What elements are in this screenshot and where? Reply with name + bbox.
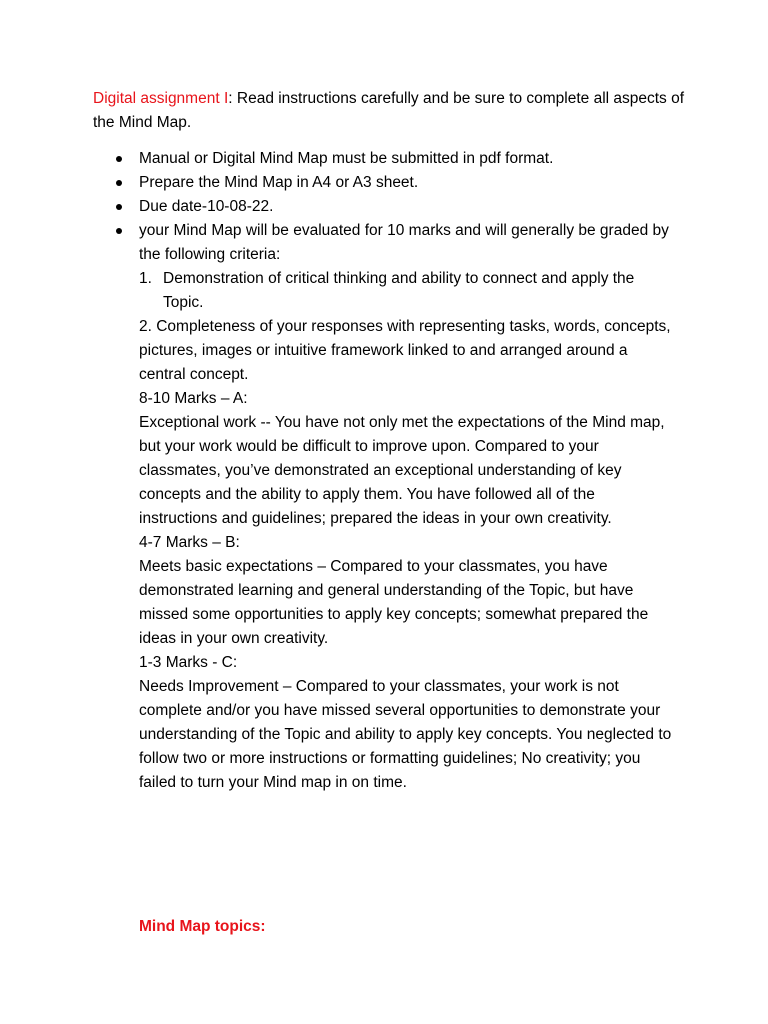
criteria-text: Demonstration of critical thinking and ability to connect and apply the Topic. [163,270,635,311]
list-item [116,195,676,219]
criteria-item-1 [116,267,676,315]
instructions-list [116,147,676,795]
criteria-item-2: 2. Completeness of your responses with representing tasks, words, concepts, pictures, images or intuitive framework linked to and arranged around a central concept. [139,318,671,383]
criteria-number: 1. [139,270,152,287]
grade-c-heading: 1-3 Marks - C: [139,654,238,671]
grade-c-description: Needs Improvement – Compared to your classmates, your work is not complete and/or you have missed several opportunities to demonstrate your understanding of the Topic and ability to apply key concepts. You neglected to follow two or more instructions or formatting guidelines; No creativity; you failed to turn your Mind map in on time. [139,678,672,791]
list-item-text: your Mind Map will be evaluated for 10 marks and will generally be graded by the following criteria: [139,222,669,263]
list-item [116,171,676,195]
bullet-icon [116,180,122,186]
list-item-text: Prepare the Mind Map in A4 or A3 sheet. [139,174,419,191]
topics-heading: Mind Map topics: [139,918,266,935]
list-item [116,147,676,171]
assignment-intro [93,87,693,135]
grade-b-heading: 4-7 Marks – B: [139,534,240,551]
grade-a-heading: 8-10 Marks – A: [139,390,248,407]
grade-b-description: Meets basic expectations – Compared to your classmates, you have demonstrated learning and general understanding of the Topic, but have missed some opportunities to apply key concepts; somewhat prepared the ideas in your own creativity. [139,558,649,647]
assignment-label: Digital assignment I [93,90,229,107]
list-item [116,219,676,267]
bullet-icon [116,228,122,234]
bullet-icon [116,204,122,210]
list-item-text: Due date-10-08-22. [139,198,274,215]
list-item-text: Manual or Digital Mind Map must be submitted in pdf format. [139,150,554,167]
grade-a-description: Exceptional work -- You have not only met the expectations of the Mind map, but your work would be difficult to improve upon. Compared to your classmates, you’ve demonstrated an exceptional understanding of key concepts and the ability to apply them. You have followed all of the instructions and guidelines; prepared the ideas in your own creativity. [139,414,665,527]
assignment-instructions: : Read instructions carefully and be sure to complete all aspects of the Mind Map. [93,90,685,131]
bullet-icon [116,156,122,162]
